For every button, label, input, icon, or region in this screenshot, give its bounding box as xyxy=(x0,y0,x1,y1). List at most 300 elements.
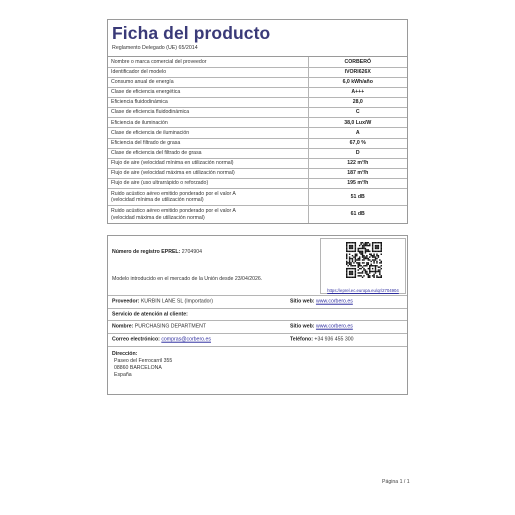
provider-row xyxy=(108,296,407,309)
qr-module xyxy=(368,277,369,278)
address-line: España xyxy=(114,371,132,378)
qr-module xyxy=(362,242,363,243)
spec-value: C xyxy=(308,108,407,118)
qr-module xyxy=(369,245,370,246)
qr-module xyxy=(375,258,376,259)
qr-module xyxy=(358,266,359,267)
email-link[interactable]: compras@corbero.es xyxy=(161,336,211,343)
qr-module xyxy=(360,268,361,269)
qr-module xyxy=(363,265,364,266)
spec-label: Identificador del modelo xyxy=(108,67,308,77)
table-row xyxy=(108,169,407,179)
qr-module xyxy=(360,272,361,273)
qr-module xyxy=(349,261,350,262)
qr-module xyxy=(366,262,367,263)
qr-module xyxy=(372,268,373,269)
qr-module xyxy=(381,262,382,263)
table-row xyxy=(108,98,407,108)
qr-module xyxy=(378,248,379,249)
name-value: PURCHASING DEPARTMENT xyxy=(134,323,207,330)
qr-module xyxy=(347,242,348,243)
regulation-reference: Reglamento Delegado (UE) 65/2014 xyxy=(112,45,198,51)
qr-module xyxy=(352,255,353,256)
qr-module xyxy=(358,258,359,259)
qr-module xyxy=(347,251,348,252)
qr-module xyxy=(353,256,354,257)
qr-module xyxy=(350,248,351,249)
qr-module xyxy=(379,271,380,272)
spec-label: Flujo de aire (velocidad máxima en utilización normal) xyxy=(108,169,308,179)
model-intro-text: Modelo introducido en el mercado de la Unión desde 23/04/2026. xyxy=(112,276,263,282)
qr-module xyxy=(366,271,367,272)
qr-module xyxy=(369,272,370,273)
qr-module xyxy=(368,268,369,269)
qr-module xyxy=(369,256,370,257)
qr-module xyxy=(375,268,376,269)
qr-module xyxy=(346,264,347,265)
qr-module xyxy=(366,265,367,266)
qr-module xyxy=(363,255,364,256)
qr-module xyxy=(360,251,361,252)
qr-module xyxy=(362,251,363,252)
spec-label: Clase de eficiencia del filtrado de grasa xyxy=(108,148,308,158)
qr-module xyxy=(379,269,380,270)
spec-label: Eficiencia fluidodinámica xyxy=(108,98,308,108)
qr-module xyxy=(381,248,382,249)
page-number: Página 1 / 1 xyxy=(382,479,410,485)
qr-module xyxy=(366,243,367,244)
qr-module xyxy=(363,248,364,249)
qr-module xyxy=(350,251,351,252)
spec-value: 38,0 Lux/W xyxy=(308,118,407,128)
qr-module xyxy=(352,274,353,275)
qr-module xyxy=(353,265,354,266)
qr-module xyxy=(365,251,366,252)
qr-module xyxy=(379,274,380,275)
qr-module xyxy=(373,251,374,252)
registration-label: Número de registro EPREL: xyxy=(112,249,181,255)
qr-module xyxy=(379,266,380,267)
email-cell xyxy=(112,337,211,344)
qr-module xyxy=(355,246,356,247)
qr-module xyxy=(370,265,371,266)
phone-label: Teléfono: xyxy=(290,336,313,343)
qr-module xyxy=(359,264,360,265)
qr-module xyxy=(355,265,356,266)
qr-module xyxy=(366,249,367,250)
qr-module xyxy=(366,255,367,256)
qr-module xyxy=(358,249,359,250)
qr-module xyxy=(373,277,374,278)
table-row xyxy=(108,138,407,148)
qr-module xyxy=(350,265,351,266)
qr-module xyxy=(350,258,351,259)
qr-module xyxy=(349,264,350,265)
qr-module xyxy=(365,271,366,272)
qr-module xyxy=(378,277,379,278)
qr-module xyxy=(365,248,366,249)
product-info-sheet xyxy=(107,19,408,224)
spec-label xyxy=(108,189,308,206)
qr-module xyxy=(346,242,347,243)
sheet-header xyxy=(108,20,407,57)
qr-module xyxy=(366,274,367,275)
qr-module xyxy=(373,274,374,275)
qr-module xyxy=(362,259,363,260)
qr-module xyxy=(346,258,347,259)
qr-module xyxy=(376,255,377,256)
qr-module xyxy=(350,245,351,246)
qr-module xyxy=(363,243,364,244)
qr-module xyxy=(378,245,379,246)
contact-name-row xyxy=(108,321,407,334)
qr-module xyxy=(353,251,354,252)
qr-module xyxy=(349,242,350,243)
qr-module xyxy=(375,242,376,243)
qr-module xyxy=(363,258,364,259)
spec-label: Consumo anual de energía xyxy=(108,77,308,87)
spec-label-line: (velocidad mínima de utilización normal) xyxy=(111,197,204,204)
qr-module xyxy=(381,254,382,255)
table-row xyxy=(108,128,407,138)
website-label: Sitio web: xyxy=(290,298,315,305)
qr-module xyxy=(381,246,382,247)
spec-value: A xyxy=(308,128,407,138)
qr-module xyxy=(368,258,369,259)
qr-module xyxy=(381,245,382,246)
qr-module xyxy=(365,242,366,243)
contact-name-cell xyxy=(112,324,206,331)
website-label: Sitio web: xyxy=(290,323,315,330)
qr-module xyxy=(375,246,376,247)
qr-module xyxy=(368,262,369,263)
qr-module xyxy=(373,275,374,276)
qr-module xyxy=(379,242,380,243)
qr-module xyxy=(381,243,382,244)
qr-module xyxy=(376,262,377,263)
qr-module xyxy=(356,259,357,260)
qr-module xyxy=(366,272,367,273)
qr-module xyxy=(376,248,377,249)
qr-module xyxy=(352,251,353,252)
spec-value: CORBERÓ xyxy=(308,57,407,67)
qr-url-link[interactable]: https://eprel.ec.europa.eu/qr/2704904 xyxy=(327,288,399,293)
qr-module xyxy=(360,243,361,244)
qr-module xyxy=(346,271,347,272)
qr-module xyxy=(376,271,377,272)
qr-module xyxy=(365,249,366,250)
qr-code-box xyxy=(320,238,406,294)
qr-module xyxy=(368,274,369,275)
spec-label-line: Ruido acústico aéreo emitido ponderado por el valor A xyxy=(111,190,236,197)
provider-website-link[interactable]: www.corbero.es xyxy=(315,298,353,305)
address-block xyxy=(112,351,172,379)
qr-module xyxy=(346,248,347,249)
qr-module xyxy=(378,256,379,257)
qr-module xyxy=(358,262,359,263)
qr-module xyxy=(369,266,370,267)
service-website-cell xyxy=(290,324,353,331)
qr-module xyxy=(355,271,356,272)
qr-module xyxy=(370,254,371,255)
qr-module xyxy=(369,259,370,260)
qr-module xyxy=(347,268,348,269)
qr-module xyxy=(360,248,361,249)
qr-module xyxy=(352,277,353,278)
qr-module xyxy=(378,269,379,270)
qr-module xyxy=(368,242,369,243)
qr-module xyxy=(376,242,377,243)
qr-module xyxy=(352,245,353,246)
qr-module xyxy=(379,277,380,278)
qr-module xyxy=(355,249,356,250)
qr-module xyxy=(372,249,373,250)
qr-module xyxy=(379,262,380,263)
spec-label: Flujo de aire (velocidad mínima en utilización normal) xyxy=(108,158,308,168)
qr-module xyxy=(346,274,347,275)
qr-module xyxy=(359,252,360,253)
address-label: Dirección: xyxy=(112,351,138,357)
qr-module xyxy=(355,272,356,273)
qr-module xyxy=(350,268,351,269)
qr-module xyxy=(372,271,373,272)
qr-module xyxy=(365,272,366,273)
spec-value: 187 m³/h xyxy=(308,169,407,179)
spec-value: 51 dB xyxy=(308,189,407,206)
qr-module xyxy=(375,259,376,260)
qr-module xyxy=(350,242,351,243)
qr-module xyxy=(346,255,347,256)
qr-module xyxy=(359,245,360,246)
provider-website-cell xyxy=(290,299,353,306)
provider-label: Proveedor: xyxy=(112,298,140,305)
qr-module xyxy=(381,251,382,252)
qr-module xyxy=(349,251,350,252)
table-row xyxy=(108,77,407,87)
qr-module xyxy=(360,265,361,266)
registration-line xyxy=(112,249,202,256)
qr-module xyxy=(346,268,347,269)
spec-value: IVORI626X xyxy=(308,67,407,77)
spec-value: 28,0 xyxy=(308,98,407,108)
qr-module xyxy=(359,265,360,266)
qr-module xyxy=(358,272,359,273)
qr-module xyxy=(359,251,360,252)
qr-module xyxy=(381,277,382,278)
qr-module xyxy=(373,254,374,255)
qr-module xyxy=(373,242,374,243)
spec-label: Eficiencia del filtrado de grasa xyxy=(108,138,308,148)
address-lines xyxy=(112,358,172,379)
qr-module xyxy=(362,271,363,272)
qr-module xyxy=(362,277,363,278)
qr-module xyxy=(352,261,353,262)
qr-module xyxy=(366,251,367,252)
spec-value: 195 m³/h xyxy=(308,179,407,189)
qr-module xyxy=(376,245,377,246)
qr-module xyxy=(369,277,370,278)
qr-module xyxy=(362,248,363,249)
qr-module xyxy=(366,258,367,259)
qr-module xyxy=(355,268,356,269)
qr-module xyxy=(346,272,347,273)
qr-module xyxy=(359,272,360,273)
qr-module xyxy=(349,259,350,260)
provider-cell xyxy=(112,299,213,306)
qr-module xyxy=(362,272,363,273)
qr-module xyxy=(381,265,382,266)
qr-module xyxy=(355,254,356,255)
phone-cell xyxy=(290,337,354,344)
spec-label xyxy=(108,206,308,223)
qr-module xyxy=(381,242,382,243)
spec-value: 67,0 % xyxy=(308,138,407,148)
qr-module xyxy=(359,262,360,263)
qr-module xyxy=(368,264,369,265)
qr-module xyxy=(350,264,351,265)
qr-module xyxy=(375,251,376,252)
qr-module xyxy=(363,256,364,257)
qr-module xyxy=(378,266,379,267)
qr-module xyxy=(350,271,351,272)
qr-module xyxy=(358,248,359,249)
qr-module xyxy=(353,277,354,278)
qr-module xyxy=(363,246,364,247)
qr-module xyxy=(346,245,347,246)
qr-module xyxy=(352,259,353,260)
qr-module xyxy=(378,242,379,243)
spec-value: D xyxy=(308,148,407,158)
spec-label: Nombre o marca comercial del proveedor xyxy=(108,57,308,67)
qr-module xyxy=(363,268,364,269)
qr-module xyxy=(372,265,373,266)
qr-module xyxy=(365,256,366,257)
address-row xyxy=(108,347,407,394)
qr-module xyxy=(349,277,350,278)
qr-module xyxy=(376,275,377,276)
qr-module xyxy=(375,248,376,249)
qr-module xyxy=(352,268,353,269)
qr-module xyxy=(346,256,347,257)
qr-module xyxy=(352,246,353,247)
qr-module xyxy=(362,266,363,267)
qr-module xyxy=(358,264,359,265)
qr-module xyxy=(370,271,371,272)
customer-service-row xyxy=(108,309,407,321)
table-row xyxy=(108,67,407,77)
qr-module xyxy=(352,242,353,243)
qr-module xyxy=(359,256,360,257)
qr-module xyxy=(373,256,374,257)
email-label: Correo electrónico: xyxy=(112,336,160,343)
qr-module xyxy=(347,265,348,266)
qr-module xyxy=(381,275,382,276)
qr-module xyxy=(368,251,369,252)
qr-module xyxy=(352,258,353,259)
qr-module xyxy=(355,243,356,244)
table-row xyxy=(108,206,407,223)
qr-module xyxy=(346,246,347,247)
customer-service-heading: Servicio de atención al cliente: xyxy=(112,311,188,318)
qr-module xyxy=(346,254,347,255)
qr-module xyxy=(365,265,366,266)
qr-code-icon xyxy=(346,242,382,278)
qr-module xyxy=(359,268,360,269)
qr-module xyxy=(360,275,361,276)
qr-module xyxy=(376,277,377,278)
qr-module xyxy=(373,259,374,260)
spec-value: 6,0 kWh/año xyxy=(308,77,407,87)
qr-module xyxy=(350,272,351,273)
qr-module xyxy=(378,271,379,272)
qr-module xyxy=(359,248,360,249)
qr-module xyxy=(381,261,382,262)
qr-module xyxy=(349,256,350,257)
qr-module xyxy=(355,258,356,259)
qr-module xyxy=(372,248,373,249)
qr-module xyxy=(365,269,366,270)
qr-module xyxy=(355,269,356,270)
qr-module xyxy=(353,268,354,269)
qr-module xyxy=(346,275,347,276)
qr-module xyxy=(355,277,356,278)
qr-module xyxy=(372,255,373,256)
qr-module xyxy=(375,265,376,266)
qr-module xyxy=(379,251,380,252)
qr-module xyxy=(375,266,376,267)
qr-module xyxy=(352,272,353,273)
registration-number: 2704904 xyxy=(181,249,202,255)
qr-module xyxy=(353,262,354,263)
qr-module xyxy=(381,249,382,250)
qr-module xyxy=(373,262,374,263)
qr-module xyxy=(363,275,364,276)
qr-module xyxy=(366,264,367,265)
qr-module xyxy=(369,269,370,270)
qr-module xyxy=(375,272,376,273)
qr-module xyxy=(356,262,357,263)
qr-module xyxy=(355,255,356,256)
qr-module xyxy=(358,251,359,252)
qr-module xyxy=(349,268,350,269)
qr-module xyxy=(376,254,377,255)
spec-value: 61 dB xyxy=(350,211,365,218)
qr-module xyxy=(373,255,374,256)
qr-module xyxy=(379,272,380,273)
qr-module xyxy=(372,243,373,244)
qr-module xyxy=(349,262,350,263)
service-website-link[interactable]: www.corbero.es xyxy=(315,323,353,330)
qr-module xyxy=(372,256,373,257)
table-row xyxy=(108,189,407,206)
qr-module xyxy=(369,275,370,276)
qr-module xyxy=(355,256,356,257)
qr-module xyxy=(360,242,361,243)
qr-module xyxy=(362,256,363,257)
spec-label: Clase de eficiencia fluidodinámica xyxy=(108,108,308,118)
qr-module xyxy=(360,254,361,255)
registration-row xyxy=(108,236,407,296)
qr-module xyxy=(365,252,366,253)
qr-module xyxy=(375,271,376,272)
qr-module xyxy=(375,269,376,270)
spec-label: Flujo de aire (uso ultrarrápido o reforzado) xyxy=(108,179,308,189)
qr-module xyxy=(363,259,364,260)
qr-module xyxy=(366,256,367,257)
qr-module xyxy=(358,265,359,266)
qr-module xyxy=(362,246,363,247)
qr-module xyxy=(379,259,380,260)
